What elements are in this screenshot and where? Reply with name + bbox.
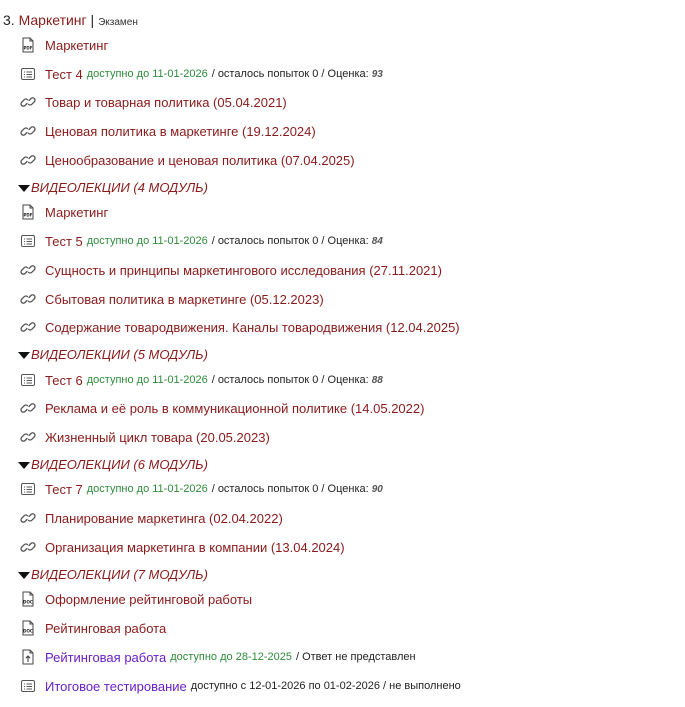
list-item xyxy=(20,35,108,55)
list-item xyxy=(20,676,461,696)
test-link[interactable]: Тест 6 xyxy=(45,372,83,388)
list-item xyxy=(20,618,166,638)
link-icon xyxy=(20,94,36,110)
test-link[interactable]: Тест 5 xyxy=(45,233,83,249)
section-label: ВИДЕОЛЕКЦИИ (6 МОДУЛЬ) xyxy=(31,456,208,472)
video-link[interactable]: Планирование маркетинга (02.04.2022) xyxy=(45,510,283,526)
test-list-icon xyxy=(20,481,36,497)
test-list-icon xyxy=(20,233,36,249)
collapse-triangle-icon xyxy=(18,462,30,469)
list-item xyxy=(20,317,460,337)
score-value: 84 xyxy=(371,235,383,247)
video-link[interactable]: Реклама и её роль в коммуникационной политике (14.05.2022) xyxy=(45,400,425,416)
svg-text:DOC: DOC xyxy=(23,628,33,634)
score-value: 88 xyxy=(371,374,383,386)
link-icon xyxy=(20,152,36,168)
link-icon xyxy=(20,123,36,139)
pdf-file-icon xyxy=(20,37,36,53)
collapse-triangle-icon xyxy=(18,185,30,192)
status-text: / осталось попыток 0 / Оценка: xyxy=(211,68,369,80)
assignment-link[interactable]: Рейтинговая работа xyxy=(45,649,167,665)
list-item xyxy=(20,537,345,557)
list-item xyxy=(20,479,383,499)
status-text: / осталось попыток 0 / Оценка: xyxy=(211,483,369,495)
doc-file-icon xyxy=(20,591,36,607)
list-item xyxy=(20,370,383,390)
availability-text: доступно до 11-01-2026 xyxy=(86,68,208,80)
test-link[interactable]: Тест 4 xyxy=(45,66,83,82)
link-icon xyxy=(20,319,36,335)
list-item xyxy=(20,121,316,141)
module-title[interactable]: Маркетинг xyxy=(18,12,87,28)
list-item xyxy=(20,647,416,667)
test-list-icon xyxy=(20,372,36,388)
list-item xyxy=(20,202,108,222)
status-text: доступно с 12-01-2026 по 01-02-2026 / не выполнено xyxy=(190,680,461,692)
svg-text:PDF: PDF xyxy=(23,45,33,51)
module-header xyxy=(3,10,138,30)
score-value: 93 xyxy=(371,68,383,80)
video-link[interactable]: Сущность и принципы маркетингового исследования (27.11.2021) xyxy=(45,262,442,278)
list-item xyxy=(20,508,283,528)
status-text: / Ответ не представлен xyxy=(295,651,416,663)
file-link[interactable]: Рейтинговая работа xyxy=(45,620,167,636)
video-link[interactable]: Ценообразование и ценовая политика (07.04.2025) xyxy=(45,152,355,168)
svg-text:DOC: DOC xyxy=(23,599,33,605)
doc-file-icon xyxy=(20,620,36,636)
collapse-triangle-icon xyxy=(18,352,30,359)
score-value: 90 xyxy=(371,483,383,495)
module-number: 3. xyxy=(3,12,15,28)
status-text: / осталось попыток 0 / Оценка: xyxy=(211,374,369,386)
test-list-icon xyxy=(20,678,36,694)
section-header[interactable] xyxy=(18,455,208,473)
test-list-icon xyxy=(20,66,36,82)
list-item xyxy=(20,260,442,280)
list-item xyxy=(20,64,383,84)
test-link[interactable]: Тест 7 xyxy=(45,481,83,497)
link-icon xyxy=(20,291,36,307)
link-icon xyxy=(20,510,36,526)
list-item xyxy=(20,427,270,447)
list-item xyxy=(20,92,287,112)
section-label: ВИДЕОЛЕКЦИИ (7 МОДУЛЬ) xyxy=(31,566,208,582)
section-header[interactable] xyxy=(18,565,208,583)
test-link[interactable]: Итоговое тестирование xyxy=(45,678,187,694)
list-item xyxy=(20,398,424,418)
video-link[interactable]: Организация маркетинга в компании (13.04.2024) xyxy=(45,539,345,555)
video-link[interactable]: Содержание товародвижения. Каналы товародвижения (12.04.2025) xyxy=(45,319,460,335)
availability-text: доступно до 11-01-2026 xyxy=(86,374,208,386)
upload-file-icon xyxy=(20,649,36,665)
video-link[interactable]: Жизненный цикл товара (20.05.2023) xyxy=(45,429,270,445)
video-link[interactable]: Сбытовая политика в маркетинге (05.12.2023) xyxy=(45,291,324,307)
availability-text: доступно до 28-12-2025 xyxy=(170,651,292,663)
file-link[interactable]: Маркетинг xyxy=(45,204,109,220)
link-icon xyxy=(20,429,36,445)
list-item xyxy=(20,289,324,309)
section-label: ВИДЕОЛЕКЦИИ (5 МОДУЛЬ) xyxy=(31,346,208,362)
file-link[interactable]: Маркетинг xyxy=(45,37,109,53)
availability-text: доступно до 11-01-2026 xyxy=(86,235,208,247)
section-header[interactable] xyxy=(18,178,208,196)
list-item xyxy=(20,150,355,170)
video-link[interactable]: Товар и товарная политика (05.04.2021) xyxy=(45,94,287,110)
availability-text: доступно до 11-01-2026 xyxy=(86,483,208,495)
section-header[interactable] xyxy=(18,345,208,363)
list-item xyxy=(20,589,252,609)
section-label: ВИДЕОЛЕКЦИИ (4 МОДУЛЬ) xyxy=(31,179,208,195)
status-text: / осталось попыток 0 / Оценка: xyxy=(211,235,369,247)
link-icon xyxy=(20,400,36,416)
list-item xyxy=(20,231,383,251)
exam-tag: Экзамен xyxy=(98,17,138,28)
link-icon xyxy=(20,262,36,278)
video-link[interactable]: Ценовая политика в маркетинге (19.12.2024) xyxy=(45,123,316,139)
collapse-triangle-icon xyxy=(18,572,30,579)
header-separator: | xyxy=(90,12,95,28)
link-icon xyxy=(20,539,36,555)
svg-text:PDF: PDF xyxy=(23,212,33,218)
file-link[interactable]: Оформление рейтинговой работы xyxy=(45,591,253,607)
pdf-file-icon xyxy=(20,204,36,220)
